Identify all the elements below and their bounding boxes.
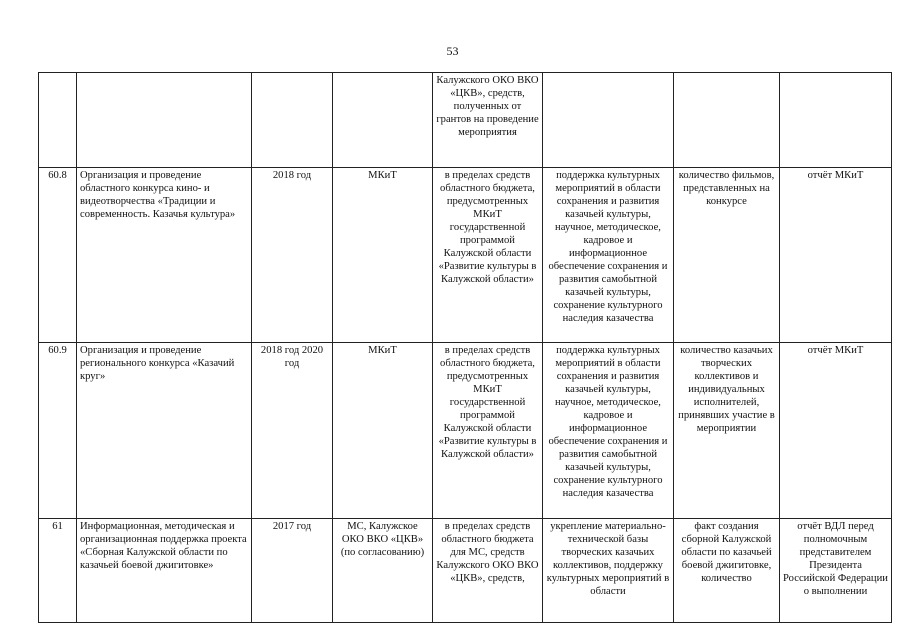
event-year: 2017 год [252,519,333,623]
event-executor: МКиТ [333,343,433,519]
event-year: 2018 год 2020 год [252,343,333,519]
event-report: отчёт ВДЛ перед полномочным представителем Президента Российской Федерации о выполнении [780,519,892,623]
event-result: поддержка культурных мероприятий в области сохранения и развития казачьей культуры, научное, методическое, кадровое и информационное обеспечение сохранения и развития самобытной казачьей культуры, сохранение культурного наследия казачества [543,168,674,343]
row-number [39,73,77,168]
event-indicator: количество фильмов, представленных на конкурсе [674,168,780,343]
page-number: 53 [446,44,459,58]
event-name: Организация и проведение регионального конкурса «Казачий круг» [77,343,252,519]
plan-table [38,72,892,623]
table-row [39,73,892,168]
event-executor: МС, Калужское ОКО ВКО «ЦКВ» (по согласованию) [333,519,433,623]
event-executor [333,73,433,168]
event-funding: в пределах средств областного бюджета для МС, средств Калужского ОКО ВКО «ЦКВ», средств, [433,519,543,623]
event-executor: МКиТ [333,168,433,343]
event-report [780,73,892,168]
event-name: Организация и проведение областного конкурса кино- и видеотворчества «Традиции и современность. Казачья культура» [77,168,252,343]
event-funding: в пределах средств областного бюджета, предусмотренных МКиТ государственной программой Калужской области «Развитие культуры в Калужской области» [433,168,543,343]
event-result: укрепление материально-технической базы творческих казачьих коллективов, поддержку культурных мероприятий в области [543,519,674,623]
event-funding: Калужского ОКО ВКО «ЦКВ», средств, полученных от грантов на проведение мероприятия [433,73,543,168]
event-indicator: факт создания сборной Калужской области по казачьей боевой джигитовке, количество [674,519,780,623]
event-name [77,73,252,168]
row-number: 60.8 [39,168,77,343]
table-row [39,519,892,623]
event-funding: в пределах средств областного бюджета, предусмотренных МКиТ государственной программой Калужской области «Развитие культуры в Калужской области» [433,343,543,519]
event-indicator [674,73,780,168]
event-result [543,73,674,168]
event-year: 2018 год [252,168,333,343]
row-number: 61 [39,519,77,623]
event-name: Информационная, методическая и организационная поддержка проекта «Сборная Калужской области по казачьей боевой джигитовке» [77,519,252,623]
event-report: отчёт МКиТ [780,168,892,343]
event-indicator: количество казачьих творческих коллективов и индивидуальных исполнителей, принявших участие в мероприятии [674,343,780,519]
event-report: отчёт МКиТ [780,343,892,519]
event-year [252,73,333,168]
table-row [39,343,892,519]
event-result: поддержка культурных мероприятий в области сохранения и развития казачьей культуры, научное, методическое, кадровое и информационное обеспечение сохранения и развития самобытной казачьей культуры, сохранение культурного наследия казачества [543,343,674,519]
table-row [39,168,892,343]
row-number: 60.9 [39,343,77,519]
